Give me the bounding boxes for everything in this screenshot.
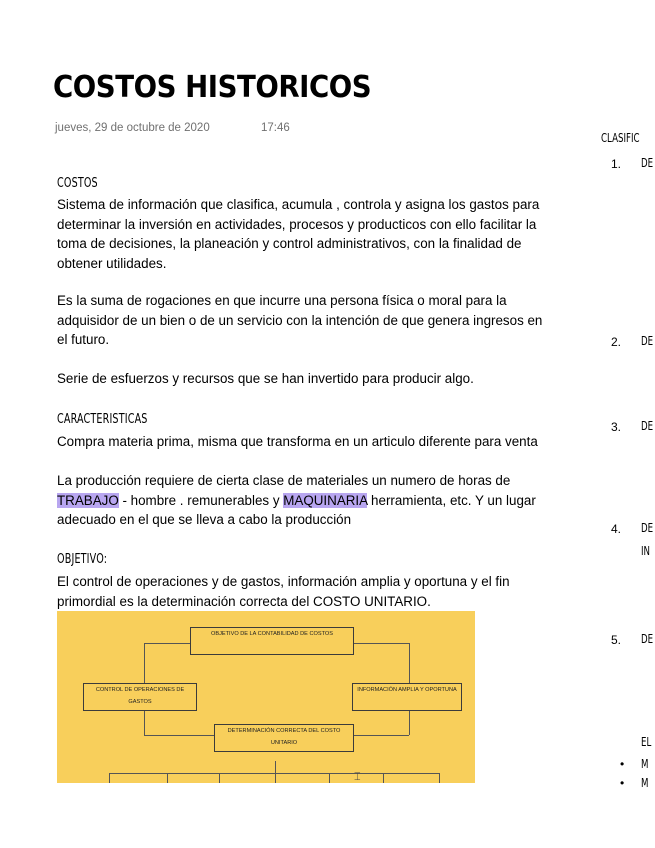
- page-time: 17:46: [261, 122, 290, 134]
- list-number: 4.: [611, 522, 622, 536]
- bullet-text: M: [641, 757, 649, 771]
- connector-line: [109, 773, 439, 774]
- list-number: 5.: [611, 633, 622, 647]
- connector-line: [275, 761, 276, 783]
- bullet-icon: •: [620, 757, 625, 771]
- connector-line: [144, 643, 145, 683]
- bullet-text: M: [641, 776, 649, 790]
- subheading: EL: [641, 735, 652, 749]
- connector-line: [144, 643, 190, 644]
- costos-paragraph-2: Es la suma de rogaciones en que incurre una persona física o moral para la adquisidor de un bien o de un servicio con la intención de que genera ingresos en el futuro.: [57, 293, 543, 347]
- connector-line: [353, 643, 409, 644]
- connector-line: [167, 773, 168, 783]
- connector-line: [144, 735, 214, 736]
- diagram-box-control: CONTROL DE OPERACIONES DE GASTOS: [83, 683, 197, 711]
- objetivo-text: El control de operaciones y de gastos, información amplia y oportuna y el fin primordial es la determinación correcta del COSTO UNITARIO.: [57, 574, 510, 609]
- costos-paragraph-3: Serie de esfuerzos y recursos que se han invertido para producir algo.: [57, 371, 474, 386]
- costos-diagram: [57, 611, 475, 783]
- connector-line: [439, 773, 440, 783]
- caracteristicas-text-a: La producción requiere de cierta clase de materiales un numero de horas de: [57, 473, 511, 488]
- diagram-box-informacion: INFORMACIÓN AMPLIA Y OPORTUNA: [352, 683, 462, 711]
- list-item-text: DE: [641, 419, 654, 433]
- connector-line: [144, 710, 145, 735]
- bullet-icon: •: [620, 776, 625, 790]
- connector-line: [109, 773, 110, 783]
- caracteristicas-text-c: herramienta, etc. Y un lugar adecuado en el que se lleva a cabo la producción: [57, 492, 536, 527]
- caracteristicas-text-b: - hombre . remunerables y: [118, 492, 284, 508]
- connector-line: [219, 773, 220, 783]
- connector-line: [329, 773, 330, 783]
- clasificacion-heading: CLASIFIC: [601, 131, 640, 145]
- list-item-text: DE: [641, 156, 654, 170]
- list-number: 2.: [611, 335, 622, 349]
- connector-line: [409, 643, 410, 683]
- costos-paragraph-1: Sistema de información que clasifica, acumula , controla y asigna los gastos para determinar la inversión en actividades, procesos y producticos con ello facilitar la toma de decisiones, la planeación y control administrativos, con la finalidad de obtener utilidades.: [57, 197, 540, 271]
- mouse-cursor-icon: ⌶: [354, 771, 361, 783]
- caracteristicas-paragraph-2: [57, 471, 552, 530]
- highlight-maquinaria: MAQUINARIA: [283, 492, 368, 508]
- list-item-text: DE: [641, 632, 654, 646]
- page-title: COSTOS HISTORICOS: [53, 70, 372, 105]
- diagram-box-objetivo: OBJETIVO DE LA CONTABILIDAD DE COSTOS: [190, 627, 354, 655]
- list-number: 1.: [611, 157, 622, 171]
- caracteristicas-line-1: Compra materia prima, misma que transforma en un articulo diferente para venta: [57, 434, 538, 449]
- highlight-trabajo: TRABAJO: [57, 492, 119, 508]
- costos-heading: COSTOS: [57, 176, 98, 191]
- page-date: jueves, 29 de octubre de 2020: [55, 122, 210, 134]
- list-item-text: DE: [641, 334, 654, 348]
- list-number: 3.: [611, 420, 622, 434]
- list-item-text: DE: [641, 521, 654, 535]
- caracteristicas-heading: CARACTERISTICAS: [57, 412, 148, 427]
- list-item-text-continued: IN: [641, 544, 651, 558]
- connector-line: [383, 773, 384, 783]
- connector-line: [409, 710, 410, 735]
- connector-line: [353, 735, 409, 736]
- diagram-box-costo-unitario: DETERMINACIÓN CORRECTA DEL COSTO UNITARIO: [214, 724, 354, 752]
- objetivo-heading: OBJETIVO:: [57, 552, 108, 567]
